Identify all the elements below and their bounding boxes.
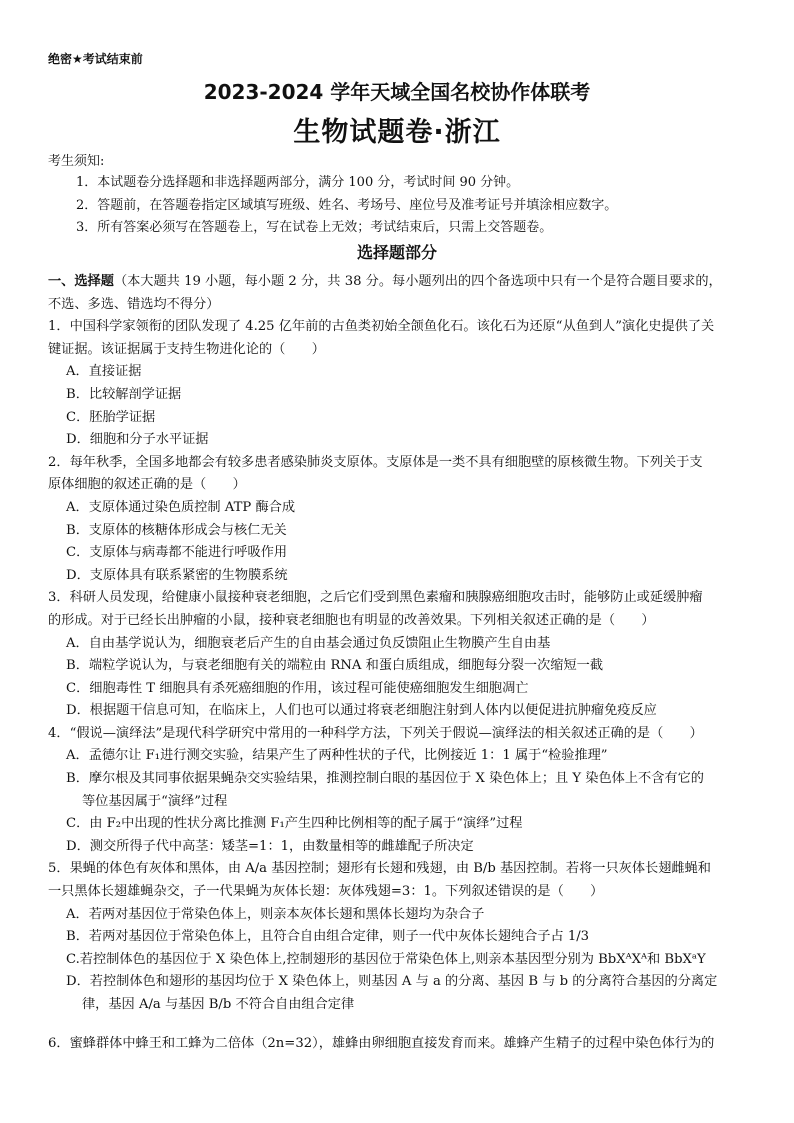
q2-stem: 2．每年秋季，全国多地都会有较多患者感染肺炎支原体。支原体是一类不具有细胞壁的原核微生物。下列关于支 — [48, 454, 703, 470]
q5-stem: 5．果蝇的体色有灰体和黑体，由 A/a 基因控制；翅形有长翅和残翅，由 B/b 基因控制。若将一只灰体长翅雌蝇和 — [48, 861, 711, 877]
part-intro — [48, 271, 748, 294]
q1-option-a: A．直接证据 — [66, 364, 142, 380]
q5-option-d: D．若控制体色和翅形的基因均位于 X 染色体上，则基因 A 与 a 的分离、基因 B 与 b 的分离符合基因的分离定 — [66, 974, 718, 990]
notice-list — [76, 172, 617, 240]
q3-stem-cont: 的形成。对于已经长出肿瘤的小鼠，接种衰老细胞也有明显的改善效果。下列相关叙述正确的是（ ） — [48, 612, 655, 628]
q5-option-d-cont: 律，基因 A/a 与基因 B/b 不符合自由组合定律 — [82, 997, 355, 1012]
q6-stem: 6．蜜蜂群体中蜂王和工蜂为二倍体（2n=32），雄蜂由卵细胞直接发育而来。雄蜂产生精子的过程中染色体行为的 — [48, 1035, 715, 1051]
notice-heading: 考生须知: — [48, 154, 105, 169]
q3-option-b: B．端粒学说认为，与衰老细胞有关的端粒由 RNA 和蛋白质组成，细胞每分裂一次缩短一截 — [66, 658, 604, 674]
q1-option-d: D．细胞和分子水平证据 — [66, 432, 209, 448]
questions-body — [48, 271, 748, 1055]
part-intro-cont: 不选、多选、错选均不得分） — [48, 296, 220, 312]
q2-option-d: D．支原体具有联系紧密的生物膜系统 — [66, 567, 288, 583]
q4-option-a: A．孟德尔让 F₁进行测交实验，结果产生了两种性状的子代，比例接近 1：1 属于“检验推理” — [66, 748, 608, 764]
q5-option-c: C.若控制体色的基因位于 X 染色体上,控制翅形的基因位于常染色体上,则亲本基因型分别为 BbXᴬXᴬ和 BbXᵃY — [66, 951, 706, 967]
q4-option-d: D．测交所得子代中高茎：矮茎=1：1，由数量相等的雌雄配子所决定 — [66, 838, 474, 854]
part-intro-text: （本大题共 19 小题，每小题 2 分，共 38 分。每小题列出的四个备选项中只有一个是符合题目要求的， — [113, 274, 722, 289]
q4-option-b: B．摩尔根及其同事依据果蝇杂交实验结果，推测控制白眼的基因位于 X 染色体上；且 Y 染色体上不含有它的 — [66, 771, 704, 787]
q2-option-c: C．支原体与病毒都不能进行呼吸作用 — [66, 545, 288, 561]
q5-stem-cont: 一只黑体长翅雄蝇杂交，子一代果蝇为灰体长翅：灰体残翅=3：1。下列叙述错误的是（ ） — [48, 884, 604, 900]
q1-stem-cont: 键证据。该证据属于支持生物进化论的（ ） — [48, 341, 325, 357]
q2-option-a: A．支原体通过染色质控制 ATP 酶合成 — [66, 499, 296, 515]
q5-option-b: B．若两对基因位于常染色体上，且符合自由组合定律，则子一代中灰体长翅纯合子占 1/3 — [66, 929, 590, 945]
notice-item: 1．本试题卷分选择题和非选择题两部分，满分 100 分，考试时间 90 分钟。 — [76, 175, 520, 190]
q3-option-d: D．根据题干信息可知，在临床上，人们也可以通过将衰老细胞注射到人体内以便促进抗肿瘤免疫反应 — [66, 703, 657, 719]
q3-stem: 3．科研人员发现，给健康小鼠接种衰老细胞，之后它们受到黑色素瘤和胰腺癌细胞攻击时，能够防止或延缓肿瘤 — [48, 590, 703, 606]
q2-option-b: B．支原体的核糖体形成会与核仁无关 — [66, 522, 287, 538]
q1-stem: 1．中国科学家领衔的团队发现了 4.25 亿年前的古鱼类初始全颌鱼化石。该化石为还原“从鱼到人”演化史提供了关 — [48, 319, 715, 335]
q3-option-c: C．细胞毒性 T 细胞具有杀死癌细胞的作用，该过程可能使癌细胞发生细胞凋亡 — [66, 680, 529, 696]
exam-subtitle: 生物试题卷·浙江 — [293, 117, 501, 148]
section-title: 选择题部分 — [356, 243, 437, 262]
spacer — [48, 1017, 748, 1033]
q4-option-b-cont: 等位基因属于“演绎”过程 — [82, 793, 228, 809]
q1-option-b: B．比较解剖学证据 — [66, 386, 182, 402]
q5-option-a: A．若两对基因位于常染色体上，则亲本灰体长翅和黑体长翅均为杂合子 — [66, 906, 485, 922]
secret-mark: 绝密★考试结束前 — [48, 52, 143, 66]
q2-stem-cont: 原体细胞的叙述正确的是（ ） — [48, 477, 246, 493]
exam-title: 2023-2024 学年天域全国名校协作体联考 — [203, 80, 591, 104]
q4-stem: 4．“假说—演绎法”是现代科学研究中常用的一种科学方法，下列关于假说—演绎法的相关叙述正确的是（ ） — [48, 725, 703, 741]
notice-item: 3．所有答案必须写在答题卷上，写在试卷上无效；考试结束后，只需上交答题卷。 — [76, 220, 553, 235]
q3-option-a: A．自由基学说认为，细胞衰老后产生的自由基会通过负反馈阻止生物膜产生自由基 — [66, 635, 551, 651]
q1-option-c: C．胚胎学证据 — [66, 409, 156, 425]
part-label: 一、选择题 — [48, 274, 114, 289]
q4-option-c: C．由 F₂中出现的性状分离比推测 F₁产生四种比例相等的配子属于“演绎”过程 — [66, 816, 523, 832]
notice-item: 2．答题前，在答题卷指定区域填写班级、姓名、考场号、座位号及准考证号并填涂相应数字。 — [76, 197, 618, 213]
